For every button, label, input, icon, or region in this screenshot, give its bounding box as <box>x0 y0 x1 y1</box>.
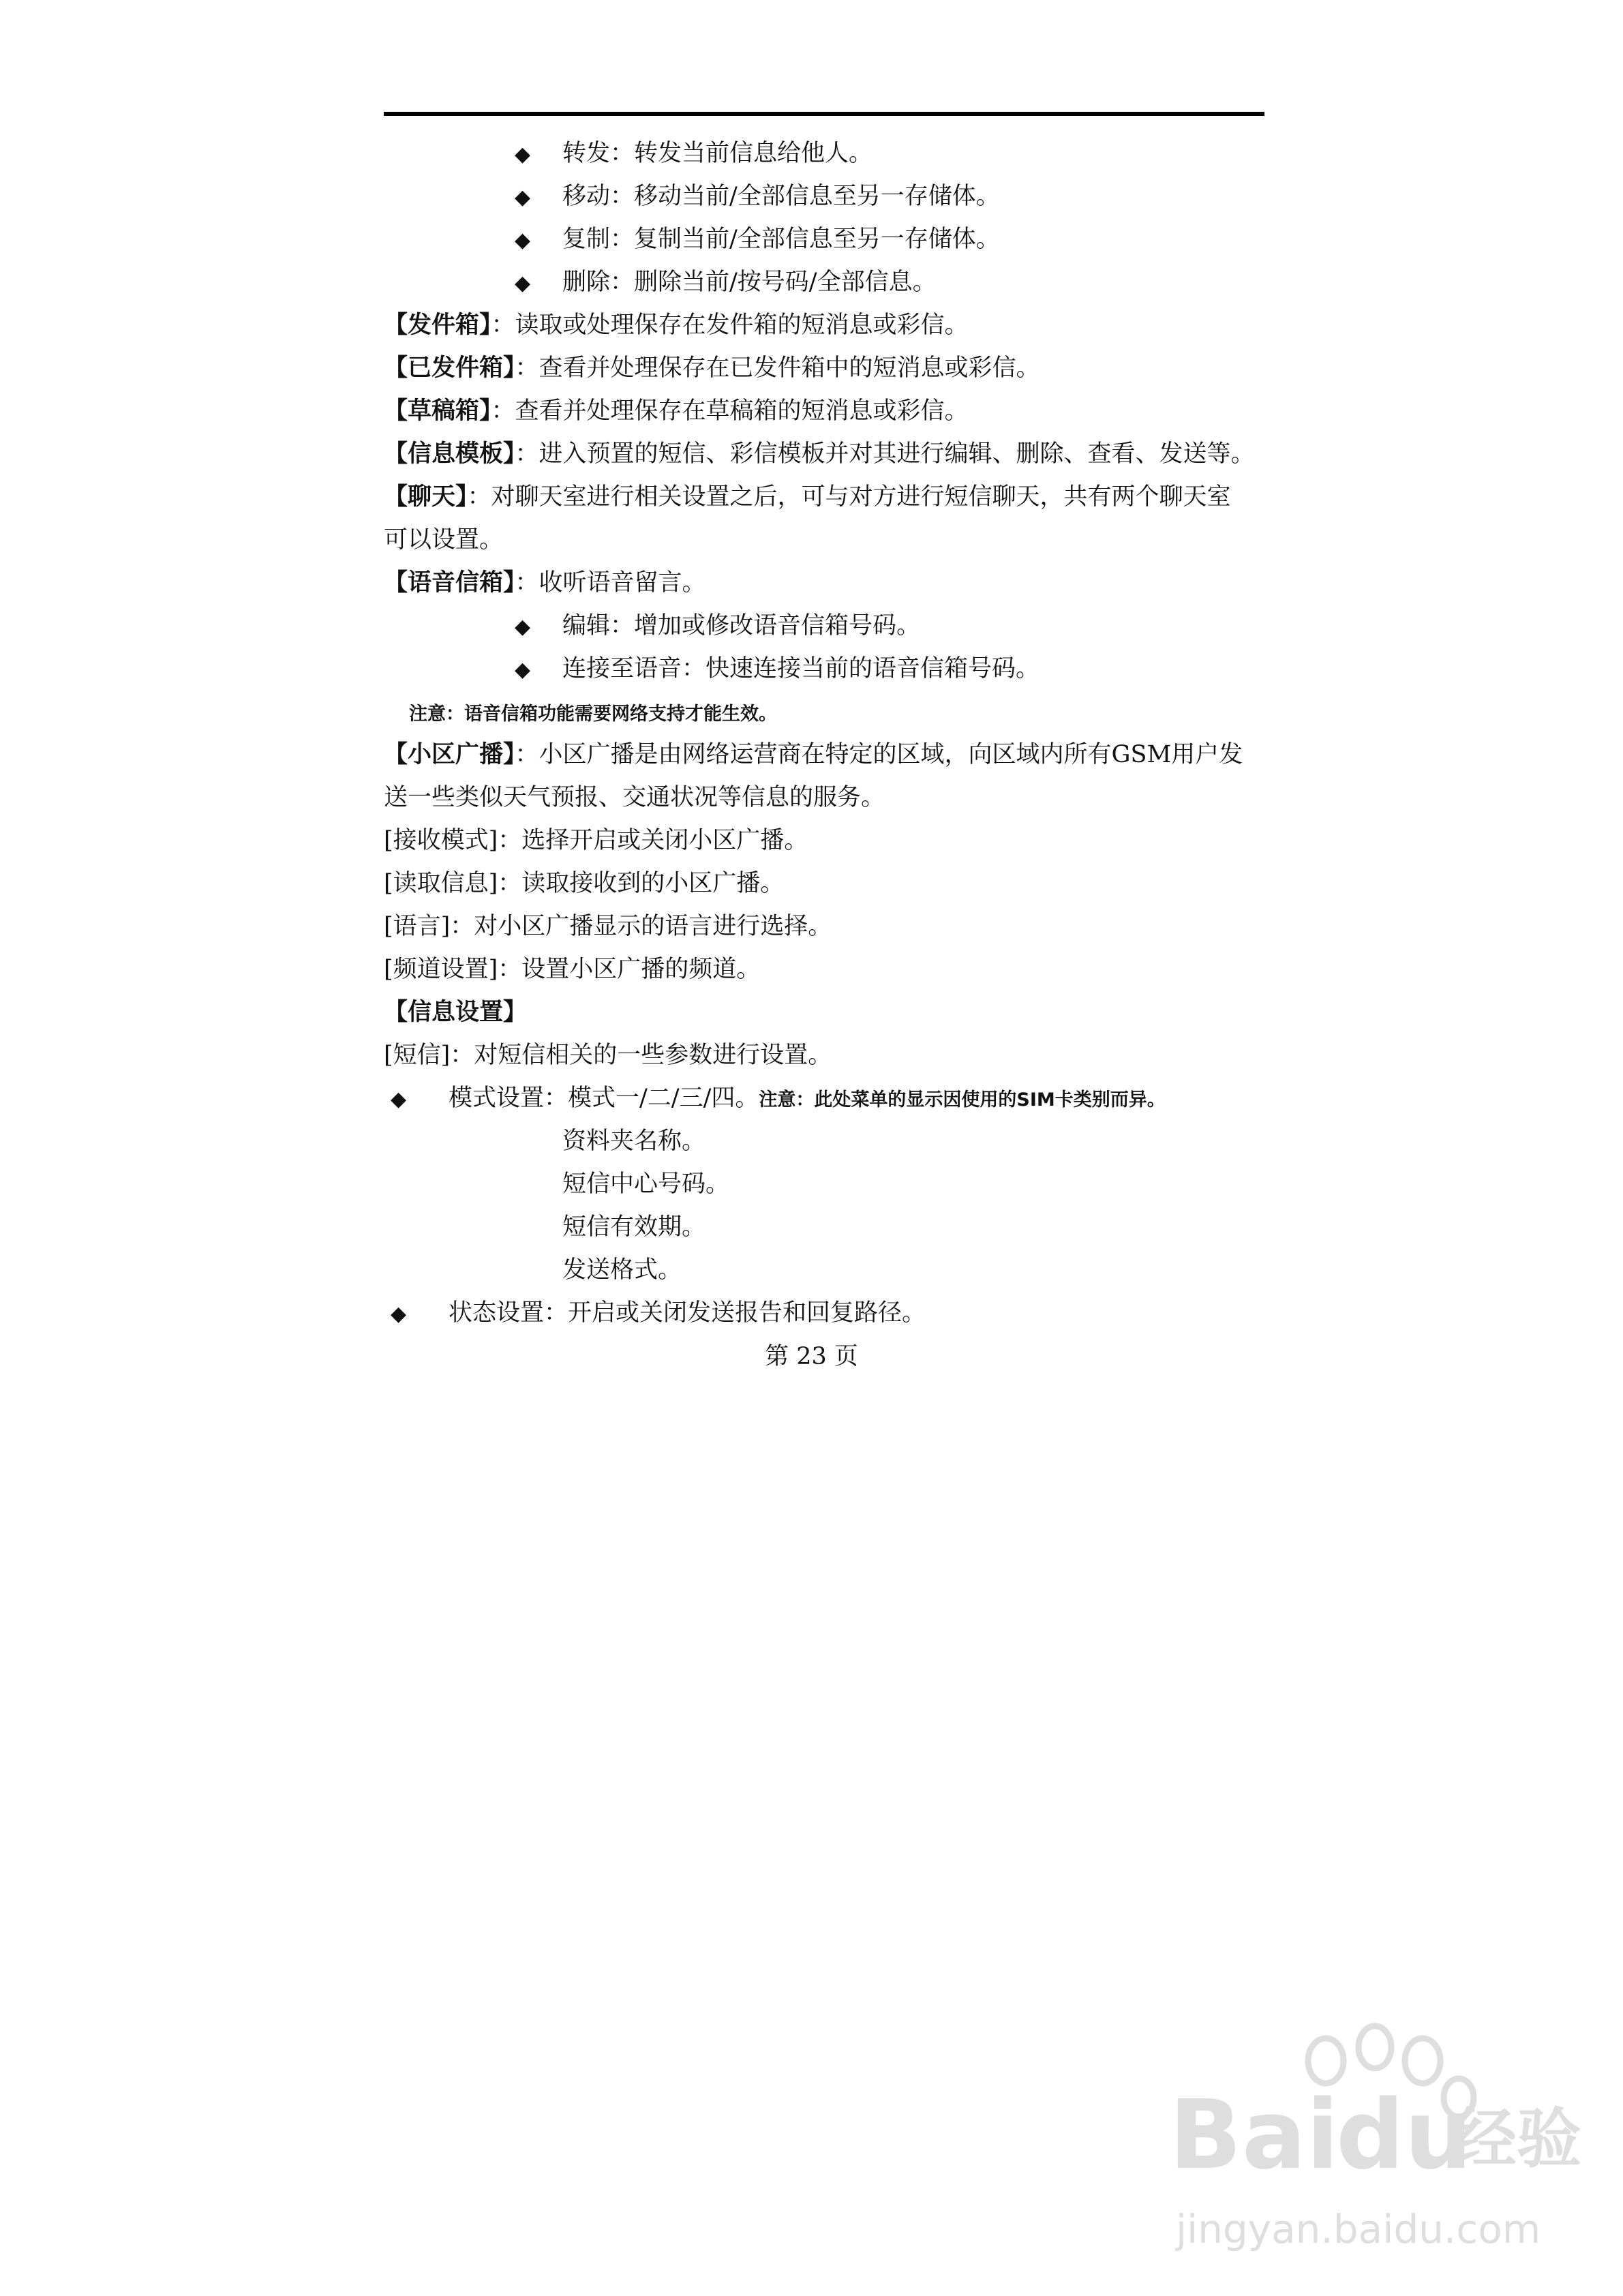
watermark-brand: Bai <box>1169 2080 1339 2191</box>
list-item: ◆ 连接至语音：快速连接当前的语音信箱号码。 <box>515 654 1040 684</box>
paragraph-continuation: 送一些类似天气预报、交通状况等信息的服务。 <box>384 784 885 811</box>
diamond-bullet-icon: ◆ <box>515 142 531 166</box>
section-heading: 【语音信箱】 <box>384 569 515 596</box>
list-item: ◆ 编辑：增加或修改语音信箱号码。 <box>515 611 920 641</box>
paragraph: 【聊天】：对聊天室进行相关设置之后，可与对方进行短信聊天，共有两个聊天室 <box>384 483 1231 511</box>
paragraph: 【草稿箱】：查看并处理保存在草稿箱的短消息或彩信。 <box>384 397 969 425</box>
diamond-bullet-icon: ◆ <box>391 1302 407 1326</box>
paragraph: [读取信息]：读取接收到的小区广播。 <box>384 870 785 897</box>
diamond-bullet-icon: ◆ <box>515 615 531 639</box>
paragraph: 【发件箱】：读取或处理保存在发件箱的短消息或彩信。 <box>384 312 969 339</box>
section-heading: 【信息模板】 <box>384 440 515 468</box>
list-item: ◆ 模式设置：模式一/二/三/四。注意：此处菜单的显示因使用的SIM卡类别而异。 <box>391 1083 1166 1113</box>
paragraph: 【信息模板】：进入预置的短信、彩信模板并对其进行编辑、删除、查看、发送等。 <box>384 440 1255 468</box>
paragraph: 【小区广播】：小区广播是由网络运营商在特定的区域，向区域内所有GSM用户发 <box>384 741 1243 768</box>
list-item: 短信中心号码。 <box>562 1170 730 1198</box>
note: 注意：此处菜单的显示因使用的SIM卡类别而异。 <box>759 1089 1166 1111</box>
list-item: ◆ 复制：复制当前/全部信息至另一存储体。 <box>515 224 1000 254</box>
diamond-bullet-icon: ◆ <box>515 658 531 682</box>
list-item: 发送格式。 <box>562 1256 682 1284</box>
watermark-label: 经验 <box>1452 2102 1582 2177</box>
paragraph: [短信]：对短信相关的一些参数进行设置。 <box>384 1042 832 1069</box>
diamond-bullet-icon: ◆ <box>515 228 531 252</box>
header-rule <box>384 112 1264 116</box>
paragraph: 【已发件箱】：查看并处理保存在已发件箱中的短消息或彩信。 <box>384 354 1040 382</box>
paragraph-continuation: 可以设置。 <box>384 526 504 554</box>
paragraph: [频道设置]：设置小区广播的频道。 <box>384 956 761 983</box>
diamond-bullet-icon: ◆ <box>515 185 531 209</box>
section-heading: 【发件箱】 <box>384 312 491 339</box>
section-heading: 【小区广播】 <box>384 741 515 768</box>
section-heading: 【草稿箱】 <box>384 397 491 425</box>
paw-logo-icon <box>1155 2021 1592 2267</box>
list-item: ◆ 移动：移动当前/全部信息至另一存储体。 <box>515 181 1000 211</box>
list-item: ◆ 转发：转发当前信息给他人。 <box>515 138 873 168</box>
note: 注意：语音信箱功能需要网络支持才能生效。 <box>409 704 777 725</box>
list-item: ◆ 删除：删除当前/按号码/全部信息。 <box>515 267 937 297</box>
section-heading: 【信息设置】 <box>384 999 528 1026</box>
paragraph: [语言]：对小区广播显示的语言进行选择。 <box>384 913 832 940</box>
diamond-bullet-icon: ◆ <box>515 271 531 295</box>
diamond-bullet-icon: ◆ <box>391 1087 407 1111</box>
watermark-url: jingyan.baidu.com <box>1176 2206 1541 2252</box>
baidu-jingyan-watermark <box>1155 2021 1592 2267</box>
list-item: 资料夹名称。 <box>562 1128 706 1155</box>
paragraph: 【语音信箱】：收听语音留言。 <box>384 569 706 596</box>
watermark-brand-du: du <box>1336 2080 1472 2191</box>
list-item: ◆ 状态设置：开启或关闭发送报告和回复路径。 <box>391 1298 926 1328</box>
list-item: 短信有效期。 <box>562 1213 706 1241</box>
page-number: 第 23 页 <box>765 1343 858 1370</box>
section-heading: 【聊天】 <box>384 483 468 511</box>
paragraph: [接收模式]：选择开启或关闭小区广播。 <box>384 827 808 854</box>
section-heading: 【已发件箱】 <box>384 354 515 382</box>
